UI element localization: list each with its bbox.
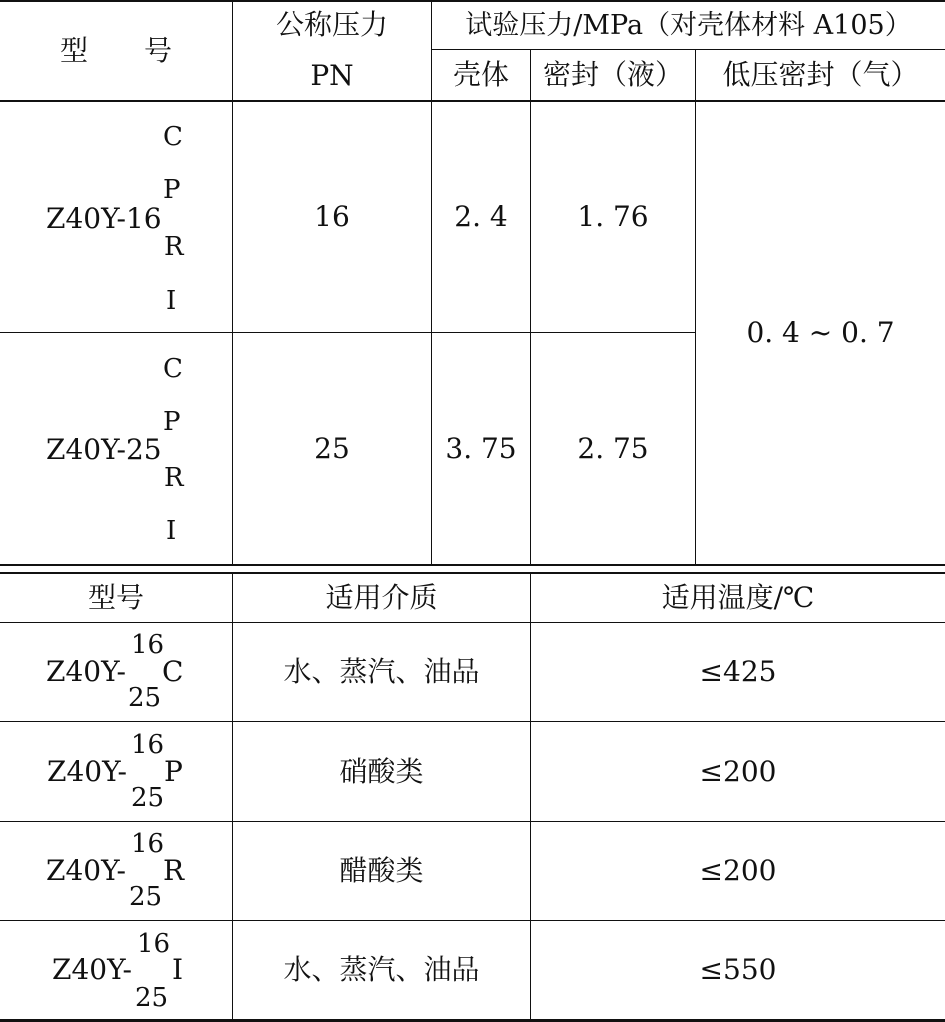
t2-row2-suffix: P: [164, 755, 183, 788]
t2-row1-temperature: ≤425: [699, 655, 777, 688]
t2-row3-medium: 醋酸类: [339, 854, 424, 887]
t2-row3-temperature: ≤200: [699, 854, 777, 887]
t1-header-shell: 壳体: [452, 58, 509, 91]
t1-header-model: 型 号: [59, 34, 172, 67]
t2-row3-bottom: 25: [129, 882, 163, 912]
t2-row2-medium: 硝酸类: [339, 754, 424, 788]
t1-row2-shell: 3. 75: [445, 431, 517, 465]
t2-row3-suffix: R: [163, 854, 185, 887]
t1-row2-suffix-r: R: [164, 463, 184, 493]
t2-header-medium: 适用介质: [325, 581, 438, 614]
t2-row1-top: 16: [131, 630, 165, 660]
t1-row2-seal: 2. 75: [577, 431, 649, 465]
t2-row4-top: 16: [137, 929, 171, 959]
t1-bottom-border: [0, 564, 945, 566]
t1-header-low-seal-gas: 低压密封（气）: [722, 58, 919, 91]
t1-row2-model-prefix: Z40Y-25: [46, 433, 162, 466]
t1-row2-suffix-p: P: [163, 407, 181, 437]
t2-row2-model-prefix: Z40Y-: [47, 755, 127, 788]
t2-row3-model-prefix: Z40Y-: [46, 854, 126, 887]
t2-row4-model-prefix: Z40Y-: [52, 953, 132, 986]
t1-row2-suffix-i: I: [166, 516, 177, 546]
t1-row1-suffix-r: R: [164, 232, 184, 262]
t1-row2-pn: 25: [314, 431, 350, 465]
t2-header-model: 型号: [87, 581, 144, 614]
t2-row4-suffix: I: [172, 953, 184, 986]
t1-row1-pn: 16: [314, 200, 350, 233]
t1-row1-suffix-p: P: [163, 175, 181, 205]
t2-row3-top: 16: [131, 829, 165, 859]
t1-row1-seal: 1. 76: [577, 200, 649, 233]
t1-header-pn-unit: PN: [310, 59, 354, 92]
t2-row4-bottom: 25: [135, 983, 169, 1013]
t1-header-test-pressure: 试验压力/MPa（对壳体材料 A105）: [465, 10, 912, 41]
t2-row1-suffix: C: [162, 655, 184, 688]
t1-row1-suffix-c: C: [163, 122, 183, 152]
t1-low-seal-gas-value: 0. 4 ~ 0. 7: [746, 316, 895, 349]
t2-row4-temperature: ≤550: [699, 953, 777, 986]
t2-row4-medium: 水、蒸汽、油品: [283, 953, 480, 986]
t2-header-temperature: 适用温度/℃: [661, 581, 815, 614]
t2-row1-medium: 水、蒸汽、油品: [283, 655, 480, 688]
t2-row2-top: 16: [131, 730, 165, 760]
t1-row1-suffix-i: I: [166, 286, 177, 316]
t2-row2-bottom: 25: [131, 783, 165, 813]
t2-row2-temperature: ≤200: [699, 754, 777, 788]
t1-row1-model-prefix: Z40Y-16: [46, 202, 162, 235]
t2-row1-model-prefix: Z40Y-: [46, 655, 126, 688]
t1-header-seal-liquid: 密封（液）: [542, 58, 683, 91]
t1-row1-shell: 2. 4: [454, 200, 508, 233]
t1-row2-suffix-c: C: [163, 354, 183, 384]
t1-header-pn-label: 公称压力: [275, 8, 388, 41]
t2-row1-bottom: 25: [128, 683, 162, 713]
